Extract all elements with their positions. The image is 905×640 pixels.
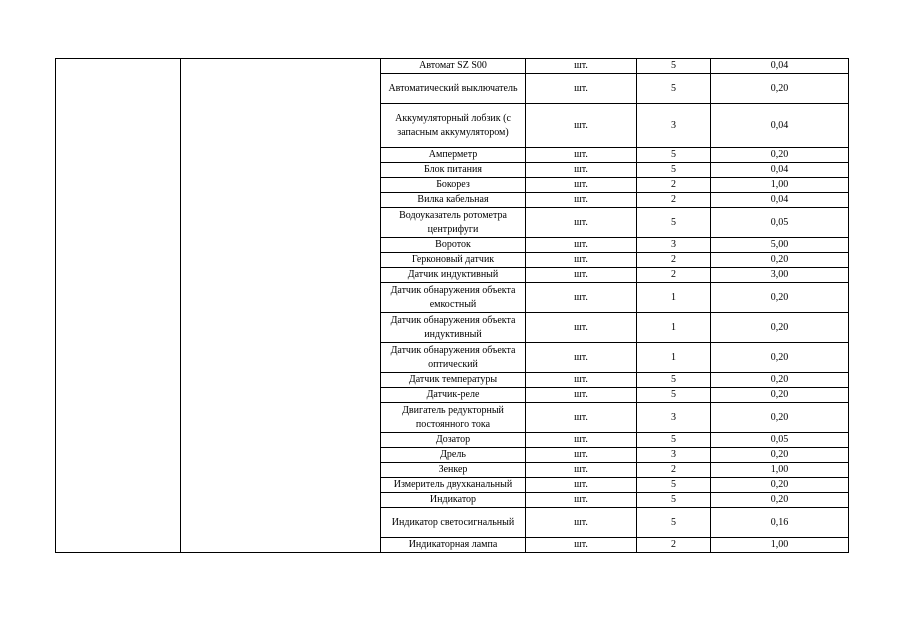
table-row: [56, 59, 849, 74]
unit-cell: шт.: [526, 74, 637, 104]
quantity-cell: 5: [637, 373, 711, 388]
unit-cell: шт.: [526, 163, 637, 178]
unit-cell: шт.: [526, 448, 637, 463]
quantity-cell: 2: [637, 268, 711, 283]
item-name-cell: Герконовый датчик: [381, 253, 526, 268]
value-cell: 0,04: [711, 104, 849, 148]
quantity-cell: 2: [637, 538, 711, 553]
inventory-table: [55, 58, 849, 553]
quantity-cell: 5: [637, 163, 711, 178]
item-name-cell: Датчик обнаружения объекта оптический: [381, 343, 526, 373]
unit-cell: шт.: [526, 478, 637, 493]
item-name-cell: Датчик обнаружения объекта емкостный: [381, 283, 526, 313]
quantity-cell: 5: [637, 478, 711, 493]
unit-cell: шт.: [526, 148, 637, 163]
value-cell: 0,04: [711, 163, 849, 178]
unit-cell: шт.: [526, 283, 637, 313]
quantity-cell: 5: [637, 388, 711, 403]
value-cell: 0,05: [711, 433, 849, 448]
unit-cell: шт.: [526, 343, 637, 373]
value-cell: 0,04: [711, 59, 849, 74]
value-cell: 0,20: [711, 148, 849, 163]
quantity-cell: 3: [637, 403, 711, 433]
value-cell: 1,00: [711, 178, 849, 193]
value-cell: 0,20: [711, 343, 849, 373]
quantity-cell: 2: [637, 463, 711, 478]
value-cell: 0,20: [711, 283, 849, 313]
quantity-cell: 2: [637, 178, 711, 193]
inventory-table-body: [56, 59, 849, 553]
item-name-cell: Индикатор: [381, 493, 526, 508]
merged-empty-cell-1: [56, 59, 181, 553]
quantity-cell: 3: [637, 448, 711, 463]
quantity-cell: 5: [637, 148, 711, 163]
unit-cell: шт.: [526, 253, 637, 268]
unit-cell: шт.: [526, 193, 637, 208]
item-name-cell: Блок питания: [381, 163, 526, 178]
item-name-cell: Зенкер: [381, 463, 526, 478]
value-cell: 0,20: [711, 313, 849, 343]
item-name-cell: Измеритель двухканальный: [381, 478, 526, 493]
value-cell: 0,04: [711, 193, 849, 208]
merged-empty-cell-2: [181, 59, 381, 553]
item-name-cell: Аккумуляторный лобзик (с запасным аккумулятором): [381, 104, 526, 148]
item-name-cell: Амперметр: [381, 148, 526, 163]
unit-cell: шт.: [526, 178, 637, 193]
value-cell: 3,00: [711, 268, 849, 283]
item-name-cell: Автоматический выключатель: [381, 74, 526, 104]
item-name-cell: Индикатор светосигнальный: [381, 508, 526, 538]
quantity-cell: 5: [637, 74, 711, 104]
quantity-cell: 3: [637, 238, 711, 253]
unit-cell: шт.: [526, 313, 637, 343]
value-cell: 0,20: [711, 253, 849, 268]
item-name-cell: Вилка кабельная: [381, 193, 526, 208]
unit-cell: шт.: [526, 403, 637, 433]
item-name-cell: Датчик температуры: [381, 373, 526, 388]
quantity-cell: 2: [637, 193, 711, 208]
item-name-cell: Двигатель редукторный постоянного тока: [381, 403, 526, 433]
unit-cell: шт.: [526, 433, 637, 448]
item-name-cell: Вороток: [381, 238, 526, 253]
unit-cell: шт.: [526, 373, 637, 388]
quantity-cell: 5: [637, 59, 711, 74]
item-name-cell: Дрель: [381, 448, 526, 463]
unit-cell: шт.: [526, 59, 637, 74]
value-cell: 0,20: [711, 448, 849, 463]
unit-cell: шт.: [526, 238, 637, 253]
unit-cell: шт.: [526, 463, 637, 478]
quantity-cell: 1: [637, 283, 711, 313]
quantity-cell: 5: [637, 433, 711, 448]
value-cell: 1,00: [711, 538, 849, 553]
item-name-cell: Автомат SZ S00: [381, 59, 526, 74]
unit-cell: шт.: [526, 493, 637, 508]
unit-cell: шт.: [526, 104, 637, 148]
value-cell: 0,20: [711, 373, 849, 388]
quantity-cell: 2: [637, 253, 711, 268]
item-name-cell: Дозатор: [381, 433, 526, 448]
item-name-cell: Датчик индуктивный: [381, 268, 526, 283]
unit-cell: шт.: [526, 268, 637, 283]
unit-cell: шт.: [526, 388, 637, 403]
value-cell: 0,20: [711, 403, 849, 433]
value-cell: 0,20: [711, 388, 849, 403]
value-cell: 0,20: [711, 493, 849, 508]
value-cell: 1,00: [711, 463, 849, 478]
unit-cell: шт.: [526, 508, 637, 538]
quantity-cell: 5: [637, 508, 711, 538]
quantity-cell: 5: [637, 208, 711, 238]
value-cell: 5,00: [711, 238, 849, 253]
quantity-cell: 1: [637, 313, 711, 343]
item-name-cell: Датчик обнаружения объекта индуктивный: [381, 313, 526, 343]
item-name-cell: Водоуказатель ротометра центрифуги: [381, 208, 526, 238]
item-name-cell: Индикаторная лампа: [381, 538, 526, 553]
value-cell: 0,05: [711, 208, 849, 238]
quantity-cell: 5: [637, 493, 711, 508]
unit-cell: шт.: [526, 208, 637, 238]
value-cell: 0,20: [711, 74, 849, 104]
item-name-cell: Датчик-реле: [381, 388, 526, 403]
unit-cell: шт.: [526, 538, 637, 553]
quantity-cell: 1: [637, 343, 711, 373]
quantity-cell: 3: [637, 104, 711, 148]
item-name-cell: Бокорез: [381, 178, 526, 193]
value-cell: 0,20: [711, 478, 849, 493]
value-cell: 0,16: [711, 508, 849, 538]
